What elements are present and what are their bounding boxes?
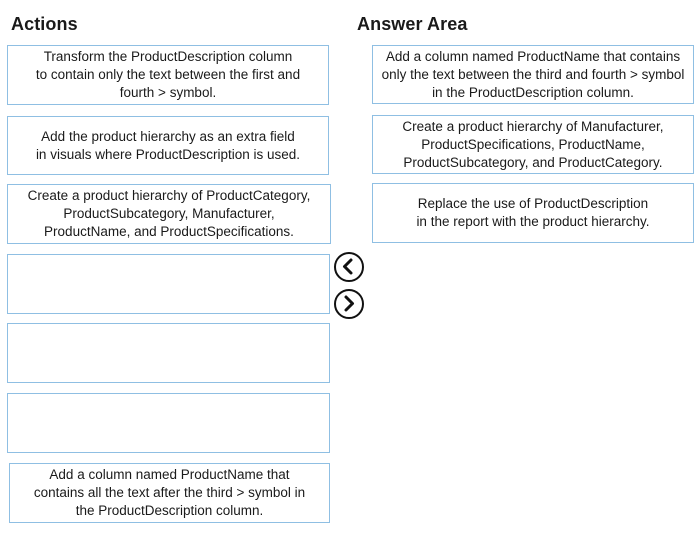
answer-item[interactable]: Replace the use of ProductDescription in the report with the product hierarchy. — [372, 183, 694, 243]
chevron-left-icon — [336, 254, 361, 279]
chevron-right-icon — [336, 291, 361, 316]
action-item[interactable]: Add the product hierarchy as an extra field in visuals where ProductDescription is used. — [7, 116, 329, 175]
move-left-button[interactable] — [334, 252, 364, 282]
answer-area-heading: Answer Area — [357, 14, 468, 34]
answer-item[interactable]: Add a column named ProductName that contains only the text between the third and fourth > symbol in the ProductDescription column. — [372, 45, 694, 104]
action-slot-empty[interactable] — [7, 393, 330, 453]
action-slot-empty[interactable] — [7, 254, 330, 314]
action-item[interactable]: Create a product hierarchy of ProductCategory, ProductSubcategory, Manufacturer, ProductName, and ProductSpecifications. — [7, 184, 331, 244]
action-item[interactable]: Transform the ProductDescription column to contain only the text between the first and fourth > symbol. — [7, 45, 329, 105]
action-slot-empty[interactable] — [7, 323, 330, 383]
answer-item[interactable]: Create a product hierarchy of Manufacturer, ProductSpecifications, ProductName, ProductSubcategory, and ProductCategory. — [372, 115, 694, 174]
actions-heading: Actions — [11, 14, 78, 34]
move-right-button[interactable] — [334, 289, 364, 319]
action-item[interactable]: Add a column named ProductName that contains all the text after the third > symbol in the ProductDescription column. — [9, 463, 330, 523]
